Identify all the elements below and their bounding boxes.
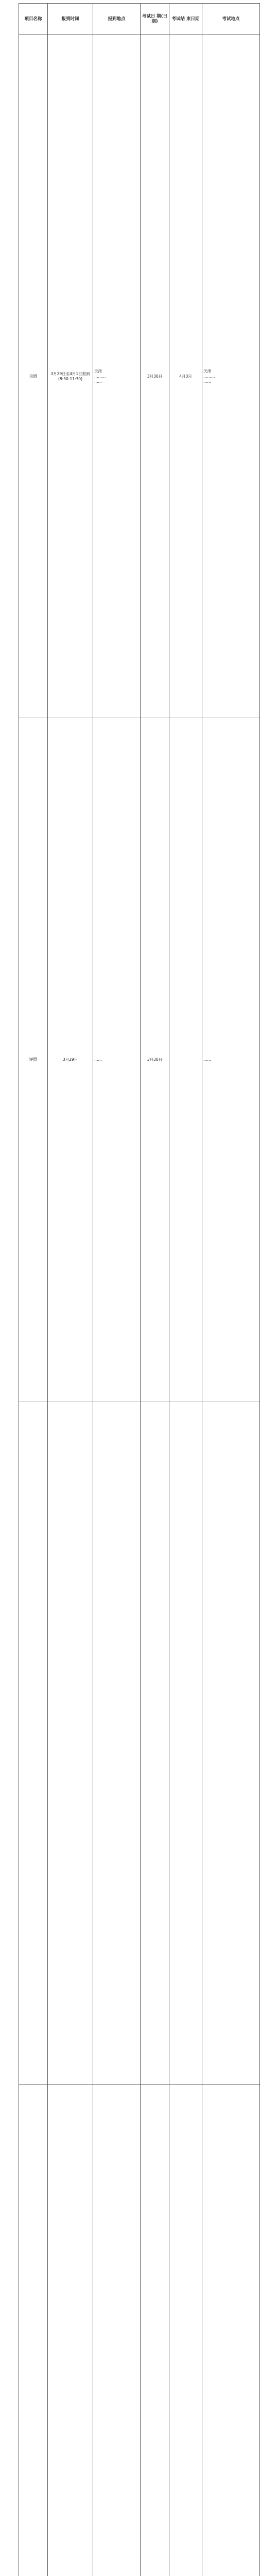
exam-end-date-cell xyxy=(169,1401,202,2084)
exam-end-date-cell xyxy=(169,2084,202,2576)
report-time-cell xyxy=(48,1401,93,2084)
exam-start-date-cell: 3月30日 xyxy=(141,718,169,1401)
exam-place-cell xyxy=(202,1401,260,2084)
exam-start-date-cell xyxy=(141,1401,169,2084)
exam-place-cell: 天津 ……… …… xyxy=(202,35,260,718)
table-row xyxy=(19,718,260,1401)
table-row xyxy=(19,1401,260,2084)
project-name-cell xyxy=(19,2084,48,2576)
project-name-cell: 评剧 xyxy=(19,718,48,1401)
table-row xyxy=(19,35,260,718)
exam-place-cell xyxy=(202,2084,260,2576)
table-row xyxy=(19,2084,260,2576)
project-name-cell: 京剧 xyxy=(19,35,48,718)
exam-start-date-cell: 3月30日 xyxy=(141,35,169,718)
header-exam-start-date: 考试日 期(日期) xyxy=(141,4,169,35)
report-place-cell: …… xyxy=(93,718,141,1401)
report-time-cell xyxy=(48,2084,93,2576)
report-place-cell xyxy=(93,2084,141,2576)
report-time-cell: 3月29日 xyxy=(48,718,93,1401)
exam-end-date-cell xyxy=(169,718,202,1401)
header-report-time: 报到时间 xyxy=(48,4,93,35)
table-body xyxy=(19,35,260,2576)
header-exam-place: 考试地点 xyxy=(202,4,260,35)
project-name-cell xyxy=(19,1401,48,2084)
header-report-place: 报到地点 xyxy=(93,4,141,35)
schedule-sheet xyxy=(19,3,259,2576)
exam-end-date-cell: 4月3日 xyxy=(169,35,202,718)
report-time-cell: 3月29日至4月1日报到 (8:30-11:30) xyxy=(48,35,93,718)
table-header xyxy=(19,4,260,35)
schedule-table xyxy=(19,3,260,2576)
header-project-name: 项目名称 xyxy=(19,4,48,35)
report-place-cell xyxy=(93,1401,141,2084)
report-place-cell: 天津 ……… …… xyxy=(93,35,141,718)
exam-place-cell: …… xyxy=(202,718,260,1401)
exam-start-date-cell xyxy=(141,2084,169,2576)
header-exam-end-date: 考试结 束日期 xyxy=(169,4,202,35)
